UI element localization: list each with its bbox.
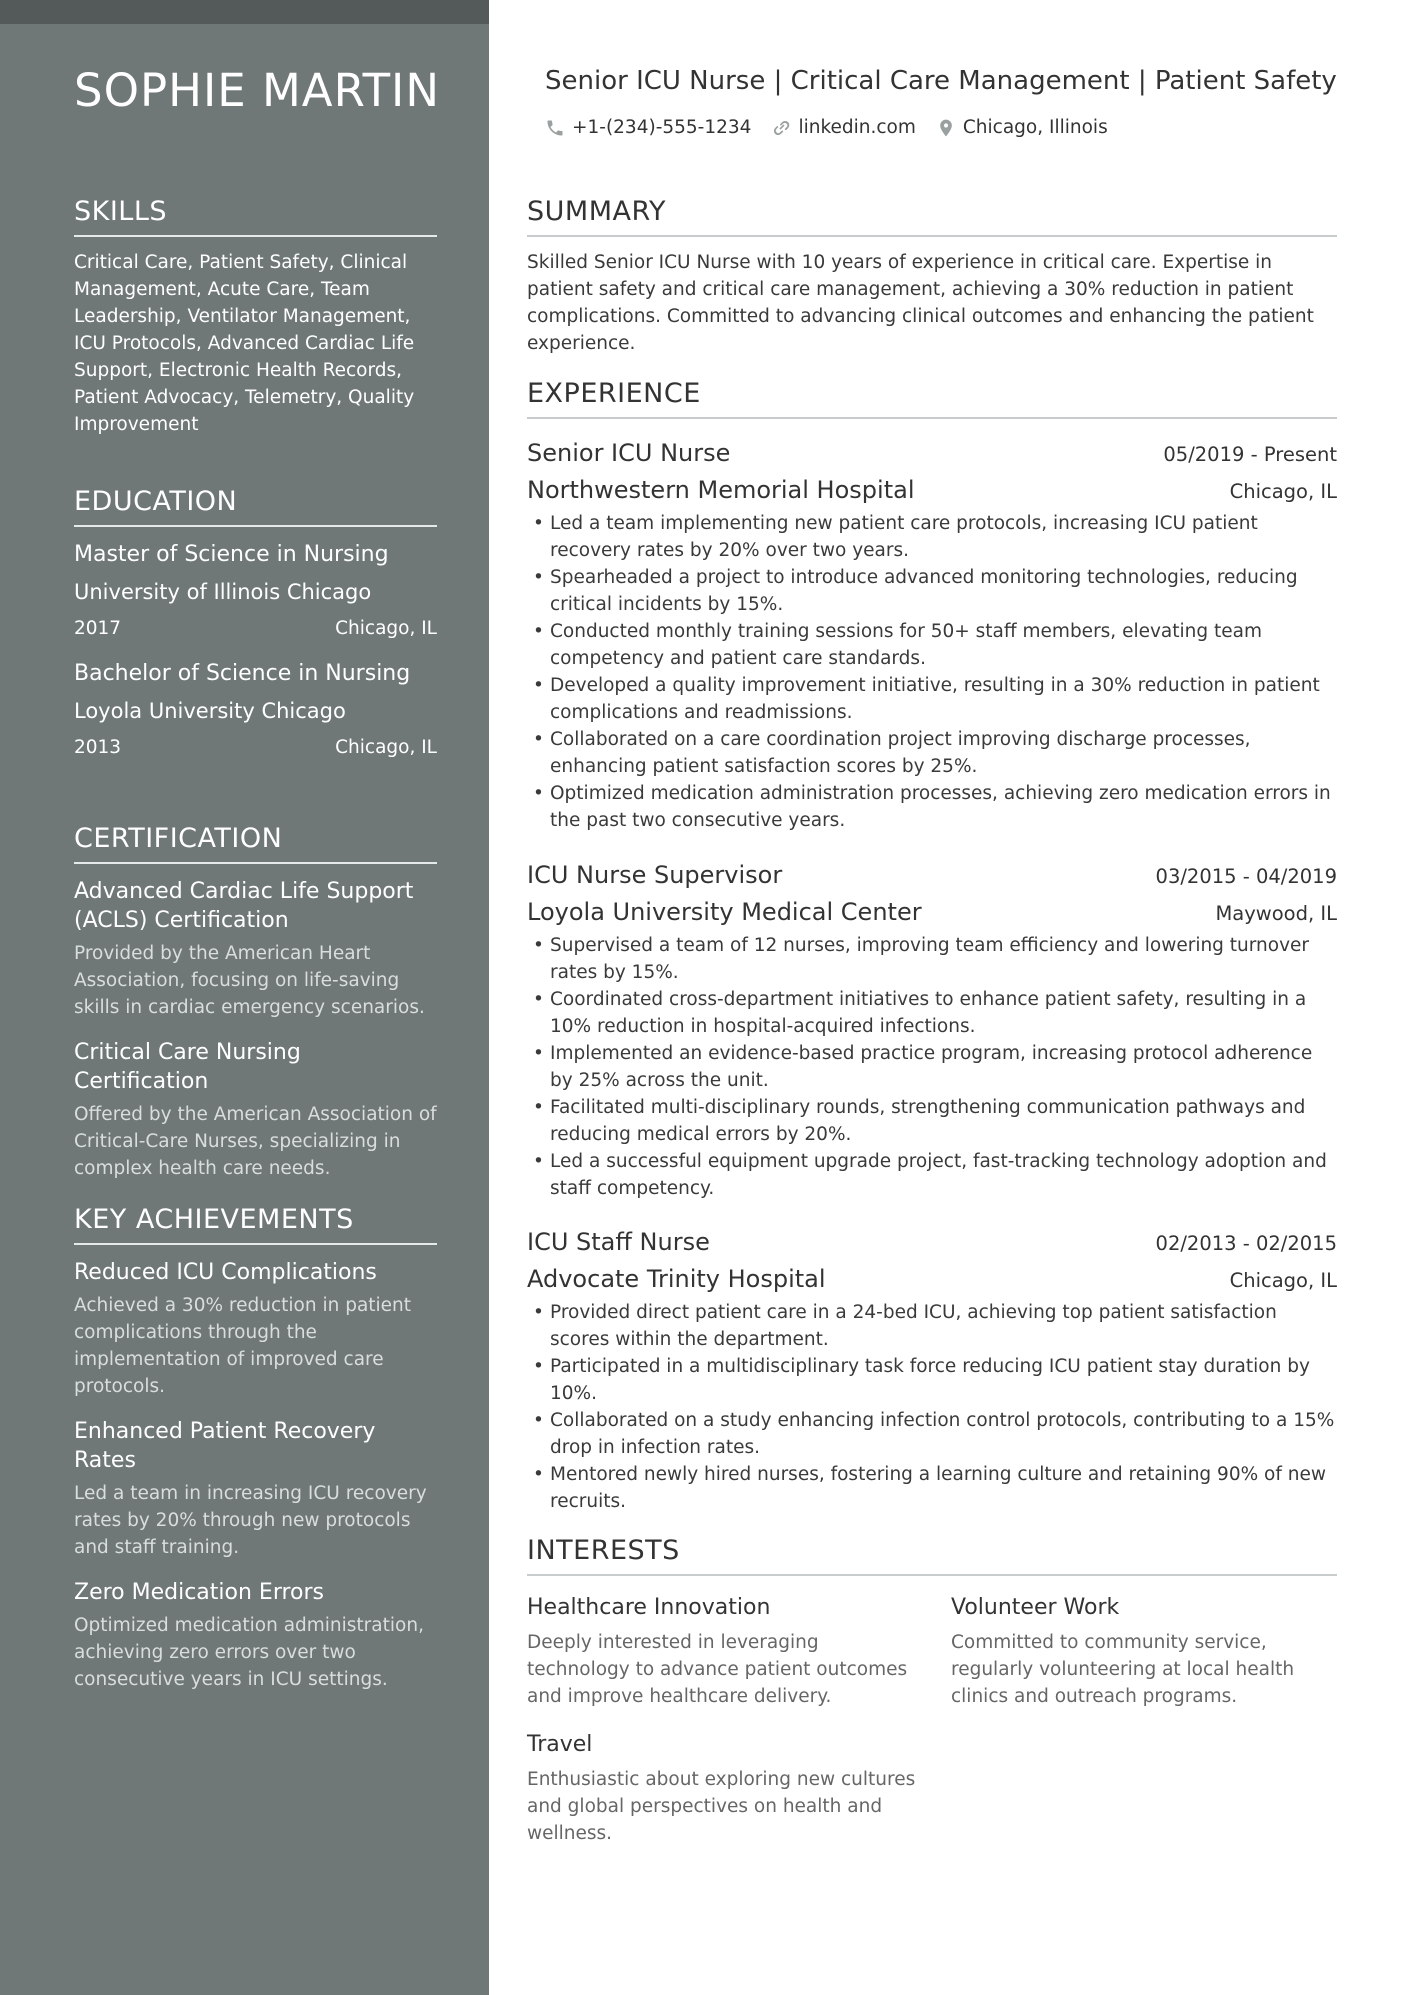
skills-heading: SKILLS [74, 196, 437, 237]
job-bullet: • Supervised a team of 12 nurses, improving team efficiency and lowering turnover rates by 15%. [527, 932, 1337, 986]
linkedin-text: linkedin.com [798, 117, 916, 138]
job-bullet: • Optimized medication administration processes, achieving zero medication errors in the past two consecutive years. [527, 780, 1337, 834]
phone-text: +1-(234)-555-1234 [572, 117, 752, 138]
achievement-title: Zero Medication Errors [74, 1580, 325, 1605]
certification-section [74, 823, 437, 1182]
education-year: 2013 [74, 737, 122, 758]
summary-heading: SUMMARY [527, 196, 1337, 237]
education-school: Loyola University Chicago [74, 699, 346, 723]
job-bullet: • Implemented an evidence-based practice program, increasing protocol adherence by 25% across the unit. [527, 1040, 1337, 1094]
achievement-desc: Achieved a 30% reduction in patient complications through the implementation of improved care protocols. [74, 1295, 412, 1397]
job-entry [527, 861, 1337, 1202]
achievement-desc: Optimized medication administration, achieving zero errors over two consecutive years in ICU settings. [74, 1615, 424, 1690]
interests-heading: INTERESTS [527, 1535, 1337, 1576]
interest-item [951, 1594, 1346, 1710]
headline: Senior ICU Nurse | Critical Care Management | Patient Safety [545, 66, 1337, 96]
achievement-title: Reduced ICU Complications [74, 1260, 377, 1285]
experience-section [527, 378, 1337, 419]
job-bullet: • Led a team implementing new patient care protocols, increasing ICU patient recovery rates by 20% over two years. [527, 510, 1337, 564]
interest-desc: Deeply interested in leveraging technology to advance patient outcomes and improve healthcare delivery. [527, 1632, 908, 1707]
link-icon [771, 118, 791, 138]
contact-bar [545, 117, 1128, 138]
education-section [74, 486, 437, 758]
certification-desc: Provided by the American Heart Association, focusing on life-saving skills in cardiac emergency scenarios. [74, 943, 425, 1018]
job-location: Chicago, IL [1229, 1269, 1337, 1292]
education-location: Chicago, IL [335, 618, 437, 639]
achievement-item [74, 1578, 437, 1693]
education-location: Chicago, IL [335, 737, 437, 758]
education-degree: Master of Science in Nursing [74, 542, 389, 567]
job-bullet: • Collaborated on a care coordination project improving discharge processes, enhancing patient satisfaction scores by 25%. [527, 726, 1337, 780]
education-heading: EDUCATION [74, 486, 437, 527]
job-bullet: • Led a successful equipment upgrade project, fast-tracking technology adoption and staff competency. [527, 1148, 1337, 1202]
job-title: Senior ICU Nurse [527, 439, 731, 467]
job-bullet: • Participated in a multidisciplinary task force reducing ICU patient stay duration by 10%. [527, 1353, 1337, 1407]
certification-heading: CERTIFICATION [74, 823, 437, 864]
job-location: Chicago, IL [1229, 480, 1337, 503]
achievement-desc: Led a team in increasing ICU recovery rates by 20% through new protocols and staff training. [74, 1483, 427, 1558]
job-title: ICU Staff Nurse [527, 1228, 710, 1256]
interest-title: Volunteer Work [951, 1595, 1120, 1620]
job-bullet: • Provided direct patient care in a 24-bed ICU, achieving top patient satisfaction scores within the department. [527, 1299, 1337, 1353]
certification-title: Advanced Cardiac Life Support (ACLS) Certification [74, 879, 414, 933]
contact-location [936, 117, 1108, 138]
job-bullets [527, 510, 1337, 834]
job-bullet: • Developed a quality improvement initiative, resulting in a 30% reduction in patient complications and readmissions. [527, 672, 1337, 726]
experience-heading: EXPERIENCE [527, 378, 1337, 419]
contact-phone[interactable] [545, 117, 751, 138]
contact-linkedin[interactable] [771, 117, 915, 138]
job-bullets [527, 1299, 1337, 1515]
achievements-heading: KEY ACHIEVEMENTS [74, 1204, 437, 1245]
education-meta [74, 737, 437, 758]
summary-text: Skilled Senior ICU Nurse with 10 years of experience in critical care. Expertise in patient safety and critical care management, achieving a 30% reduction in patient complications. Committed to advancing clinical outcomes and enhancing the patient experience. [527, 252, 1314, 354]
interest-item [527, 1594, 922, 1710]
job-bullet: • Coordinated cross-department initiatives to enhance patient safety, resulting in a 10% reduction in hospital-acquired infections. [527, 986, 1337, 1040]
certification-item [74, 1038, 437, 1182]
sidebar [0, 0, 489, 1995]
job-bullet: • Spearheaded a project to introduce advanced monitoring technologies, reducing critical incidents by 15%. [527, 564, 1337, 618]
education-degree: Bachelor of Science in Nursing [74, 661, 411, 686]
certification-desc: Offered by the American Association of Critical-Care Nurses, specializing in complex health care needs. [74, 1104, 437, 1179]
interest-desc: Enthusiastic about exploring new cultures and global perspectives on health and wellness. [527, 1769, 916, 1844]
education-year: 2017 [74, 618, 122, 639]
achievements-section [74, 1204, 437, 1693]
skills-section [74, 196, 437, 438]
job-dates: 03/2015 - 04/2019 [1155, 865, 1337, 888]
job-bullet: • Facilitated multi-disciplinary rounds, strengthening communication pathways and reducing medical errors by 20%. [527, 1094, 1337, 1148]
location-text: Chicago, Illinois [962, 117, 1108, 138]
job-dates: 02/2013 - 02/2015 [1155, 1232, 1337, 1255]
interest-title: Healthcare Innovation [527, 1595, 771, 1620]
interests-section [527, 1535, 1337, 1576]
job-bullet: • Collaborated on a study enhancing infection control protocols, contributing to a 15% drop in infection rates. [527, 1407, 1337, 1461]
achievement-item [74, 1417, 437, 1561]
interest-desc: Committed to community service, regularly volunteering at local health clinics and outreach programs. [951, 1632, 1295, 1707]
job-bullets [527, 932, 1337, 1202]
job-bullet: • Mentored newly hired nurses, fostering a learning culture and retaining 90% of new recruits. [527, 1461, 1337, 1515]
job-title: ICU Nurse Supervisor [527, 861, 783, 889]
achievement-item [74, 1258, 437, 1400]
job-entry [527, 1228, 1337, 1515]
phone-icon [545, 118, 565, 138]
job-organization: Loyola University Medical Center [527, 898, 922, 926]
sidebar-top-bar [0, 0, 489, 24]
education-item [74, 659, 437, 758]
interest-title: Travel [527, 1732, 593, 1757]
achievement-title: Enhanced Patient Recovery Rates [74, 1419, 376, 1473]
job-organization: Advocate Trinity Hospital [527, 1265, 826, 1293]
certification-item [74, 877, 437, 1021]
interest-item [527, 1731, 922, 1847]
education-school: University of Illinois Chicago [74, 580, 372, 604]
education-meta [74, 618, 437, 639]
job-bullet: • Conducted monthly training sessions for 50+ staff members, elevating team competency and patient care standards. [527, 618, 1337, 672]
summary-section [527, 196, 1337, 357]
certification-title: Critical Care Nursing Certification [74, 1040, 301, 1094]
skills-text: Critical Care, Patient Safety, Clinical Management, Acute Care, Team Leadership, Ventilator Management, ICU Protocols, Advanced Cardiac Life Support, Electronic Health Records, Patient Advocacy, Telemetry, Quality Improvement [74, 252, 415, 435]
job-organization: Northwestern Memorial Hospital [527, 476, 915, 504]
location-pin-icon [936, 118, 956, 138]
education-item [74, 540, 437, 639]
job-location: Maywood, IL [1215, 902, 1337, 925]
job-dates: 05/2019 - Present [1163, 443, 1337, 466]
job-entry [527, 439, 1337, 834]
candidate-name: SOPHIE MARTIN [74, 64, 440, 117]
